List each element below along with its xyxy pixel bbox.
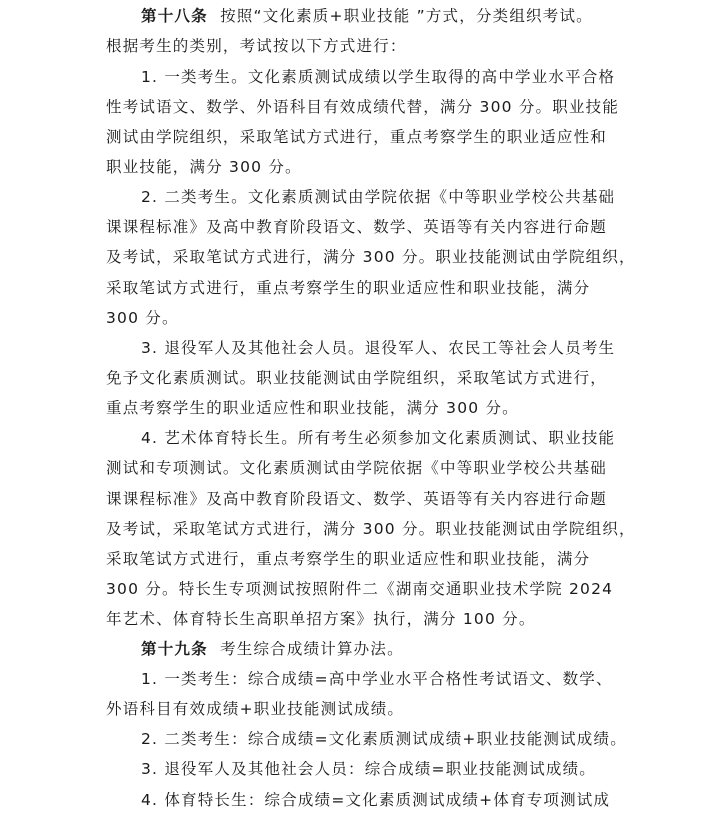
item-1-line-1: 1. 一类考生。文化素质测试成绩以学生取得的高中学业水平合格 — [141, 68, 616, 86]
item-1-line-3: 测试由学院组织，采取笔试方式进行，重点考察学生的职业适应性和 — [106, 128, 608, 146]
calc-item-1-line-1: 1. 一类考生：综合成绩=高中学业水平合格性考试语文、数学、 — [141, 670, 613, 688]
item-1-line-2: 性考试语文、数学、外语科目有效成绩代替，满分 300 分。职业技能 — [106, 98, 620, 116]
calc-item-4: 4. 体育特长生：综合成绩=文化素质测试成绩+体育专项测试成 — [141, 791, 611, 809]
article-18-line-2: 根据考生的类别，考试按以下方式进行： — [106, 37, 407, 55]
item-2-line-4: 采取笔试方式进行，重点考察学生的职业适应性和职业技能，满分 — [106, 279, 591, 297]
item-4-line-7: 年艺术、体育特长生高职单招方案》执行，满分 100 分。 — [106, 610, 536, 628]
item-4-line-4: 及考试，采取笔试方式进行，满分 300 分。职业技能测试由学院组织， — [106, 520, 636, 538]
article-19-heading: 第十九条 — [141, 640, 208, 658]
item-2-line-2: 课课程标准》及高中教育阶段语文、数学、英语等有关内容进行命题 — [106, 218, 608, 236]
item-3-line-3: 重点考察学生的职业适应性和职业技能，满分 300 分。 — [106, 399, 519, 417]
item-1-line-4: 职业技能，满分 300 分。 — [106, 158, 302, 176]
calc-item-3: 3. 退役军人及其他社会人员：综合成绩=职业技能测试成绩。 — [141, 760, 597, 778]
item-4-line-1: 4. 艺术体育特长生。所有考生必须参加文化素质测试、职业技能 — [141, 429, 616, 447]
item-2-line-1: 2. 二类考生。文化素质测试由学院依据《中等职业学校公共基础 — [141, 188, 616, 206]
item-3-line-2: 免予文化素质测试。职业技能测试由学院组织，采取笔试方式进行， — [106, 369, 608, 387]
calc-item-2: 2. 二类考生：综合成绩=文化素质测试成绩+职业技能测试成绩。 — [141, 730, 627, 748]
article-19-intro: 考生综合成绩计算办法。 — [220, 640, 404, 658]
item-4-line-6: 300 分。特长生专项测试按照附件二《湖南交通职业技术学院 2024 — [106, 580, 614, 598]
article-18-intro: 按照“文化素质+职业技能 ”方式，分类组织考试。 — [220, 7, 593, 25]
article-18-heading: 第十八条 — [141, 7, 208, 25]
item-4-line-2: 测试和专项测试。文化素质测试由学院依据《中等职业学校公共基础 — [106, 459, 608, 477]
item-2-line-3: 及考试，采取笔试方式进行，满分 300 分。职业技能测试由学院组织， — [106, 248, 636, 266]
item-3-line-1: 3. 退役军人及其他社会人员。退役军人、农民工等社会人员考生 — [141, 339, 616, 357]
item-2-line-5: 300 分。 — [106, 309, 179, 327]
calc-item-1-line-2: 外语科目有效成绩+职业技能测试成绩。 — [106, 700, 405, 718]
item-4-line-5: 采取笔试方式进行，重点考察学生的职业适应性和职业技能，满分 — [106, 550, 591, 568]
article-18-line-1 — [141, 5, 593, 27]
item-4-line-3: 课课程标准》及高中教育阶段语文、数学、英语等有关内容进行命题 — [106, 490, 608, 508]
article-19-line-1 — [141, 638, 404, 660]
